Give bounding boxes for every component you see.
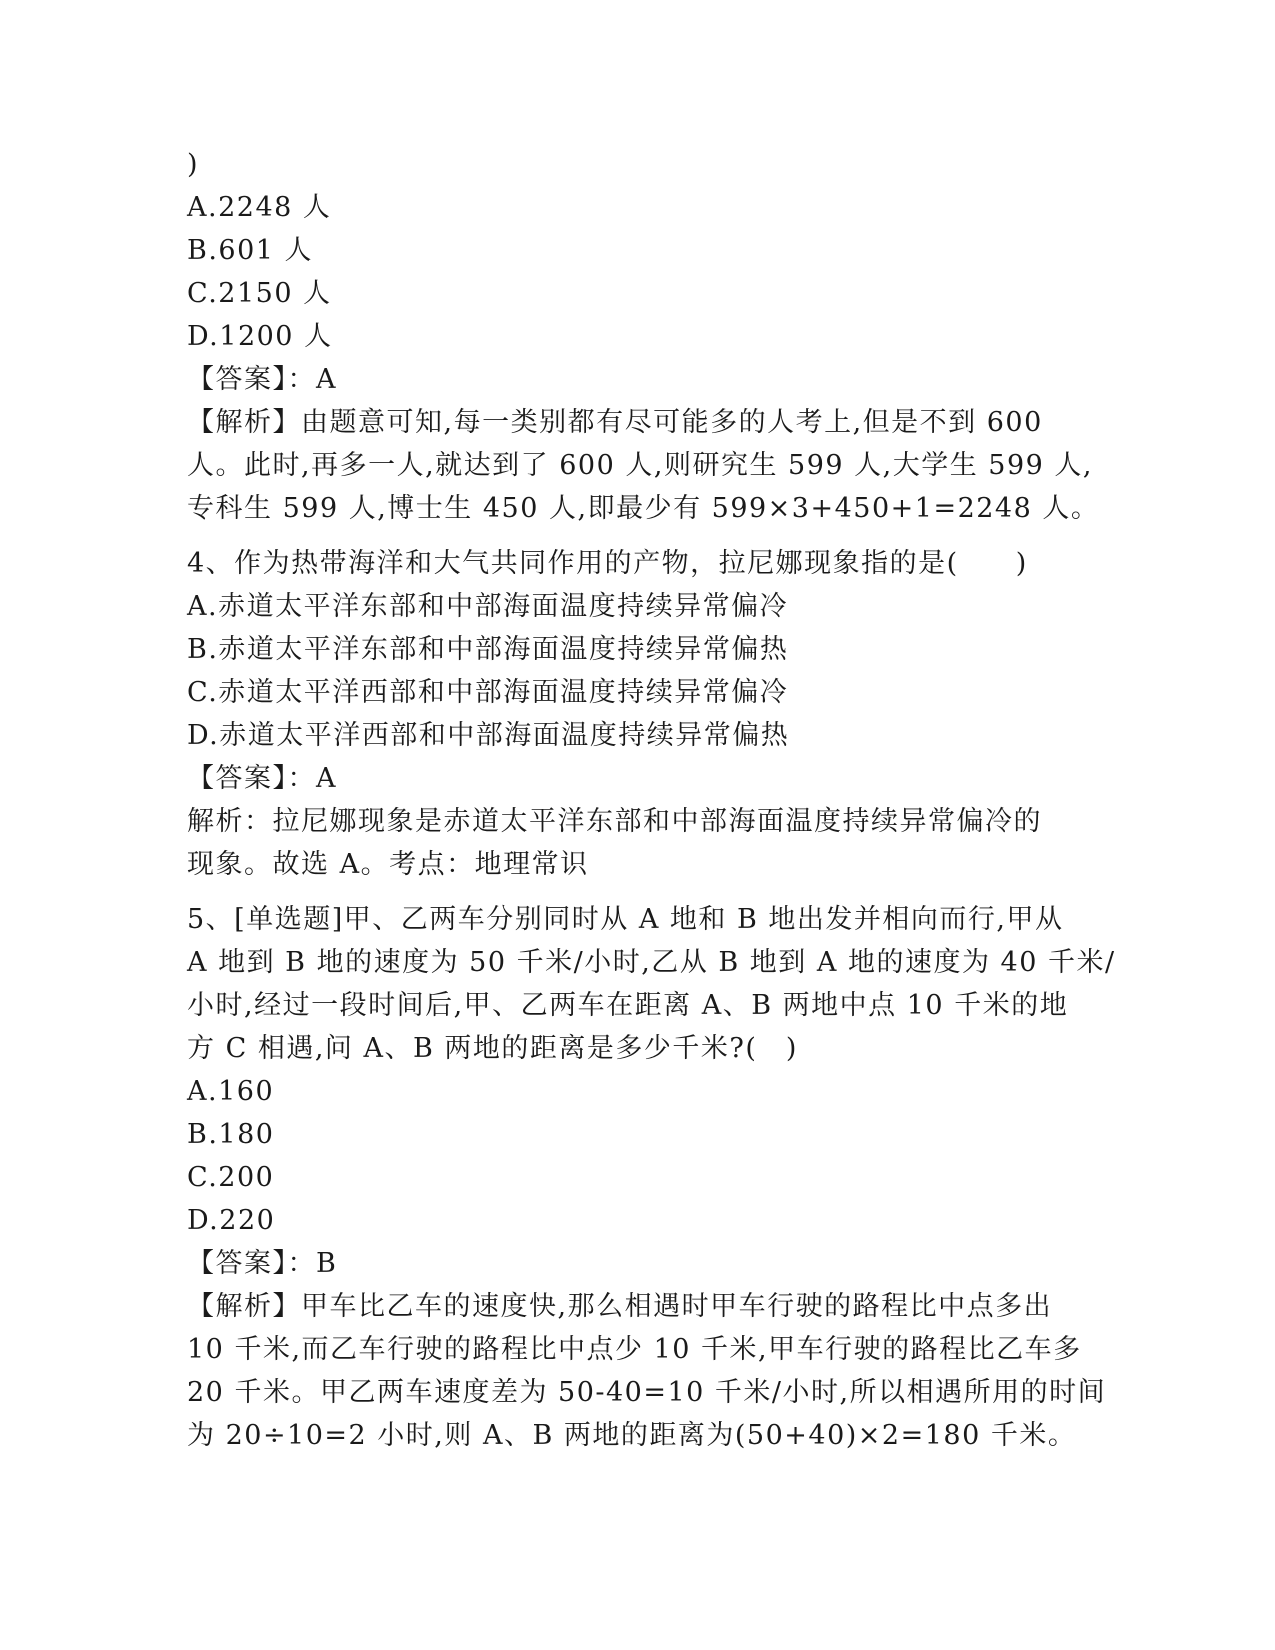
question-5-option-c: C.200 (187, 1162, 275, 1193)
question-3-option-a: A.2248 人 (187, 192, 332, 223)
question-3-option-d: D.1200 人 (187, 321, 333, 352)
question-4-analysis-line: 现象。故选 A。考点：地理常识 (187, 849, 589, 880)
question-4-analysis-line: 解析：拉尼娜现象是赤道太平洋东部和中部海面温度持续异常偏冷的 (187, 806, 1042, 837)
question-4-answer: 【答案】：A (187, 763, 337, 794)
question-5-analysis-line: 为 20÷10=2 小时,则 A、B 两地的距离为(50+40)×2=180 千米。 (187, 1420, 1077, 1451)
question-5-stem-line: 小时,经过一段时间后,甲、乙两车在距离 A、B 两地中点 10 千米的地 (187, 990, 1069, 1021)
question-5-analysis-line: 10 千米,而乙车行驶的路程比中点少 10 千米,甲车行驶的路程比乙车多 (187, 1334, 1082, 1365)
question-5-analysis-line: 【解析】甲车比乙车的速度快,那么相遇时甲车行驶的路程比中点多出 (187, 1291, 1053, 1322)
question-4-option-d: D.赤道太平洋西部和中部海面温度持续异常偏热 (187, 720, 790, 751)
question-3-analysis-line: 【解析】由题意可知,每一类别都有尽可能多的人考上,但是不到 600 (187, 407, 1043, 438)
question-5-option-d: D.220 (187, 1205, 276, 1236)
question-3-analysis-line: 专科生 599 人,博士生 450 人,即最少有 599×3+450+1=2248 人。 (187, 493, 1100, 524)
question-3-option-b: B.601 人 (187, 235, 314, 266)
question-3-option-c: C.2150 人 (187, 278, 332, 309)
question-5-answer: 【答案】：B (187, 1248, 338, 1279)
question-3-analysis-line: 人。此时,再多一人,就达到了 600 人,则研究生 599 人,大学生 599 人, (187, 450, 1094, 481)
question-3-answer: 【答案】：A (187, 364, 337, 395)
question-5-stem-line: 5、[单选题]甲、乙两车分别同时从 A 地和 B 地出发并相向而行,甲从 (187, 904, 1064, 935)
question-3-stem-tail: ) (187, 149, 200, 180)
question-4-option-a: A.赤道太平洋东部和中部海面温度持续异常偏冷 (187, 591, 789, 622)
question-4-stem: 4、作为热带海洋和大气共同作用的产物，拉尼娜现象指的是( ) (187, 548, 1028, 579)
question-4-option-c: C.赤道太平洋西部和中部海面温度持续异常偏冷 (187, 677, 789, 708)
question-3 (187, 143, 1100, 530)
question-4 (187, 542, 1087, 886)
question-4-option-b: B.赤道太平洋东部和中部海面温度持续异常偏热 (187, 634, 789, 665)
question-5-stem-line: 方 C 相遇,问 A、B 两地的距离是多少千米?( ) (187, 1033, 798, 1064)
question-5 (187, 898, 1116, 1457)
question-5-analysis-line: 20 千米。甲乙两车速度差为 50-40=10 千米/小时,所以相遇所用的时间 (187, 1377, 1107, 1408)
question-5-option-a: A.160 (187, 1076, 275, 1107)
document-page (187, 143, 1116, 1457)
question-5-stem-line: A 地到 B 地的速度为 50 千米/小时,乙从 B 地到 A 地的速度为 40 千米/ (187, 947, 1116, 978)
question-5-option-b: B.180 (187, 1119, 275, 1150)
